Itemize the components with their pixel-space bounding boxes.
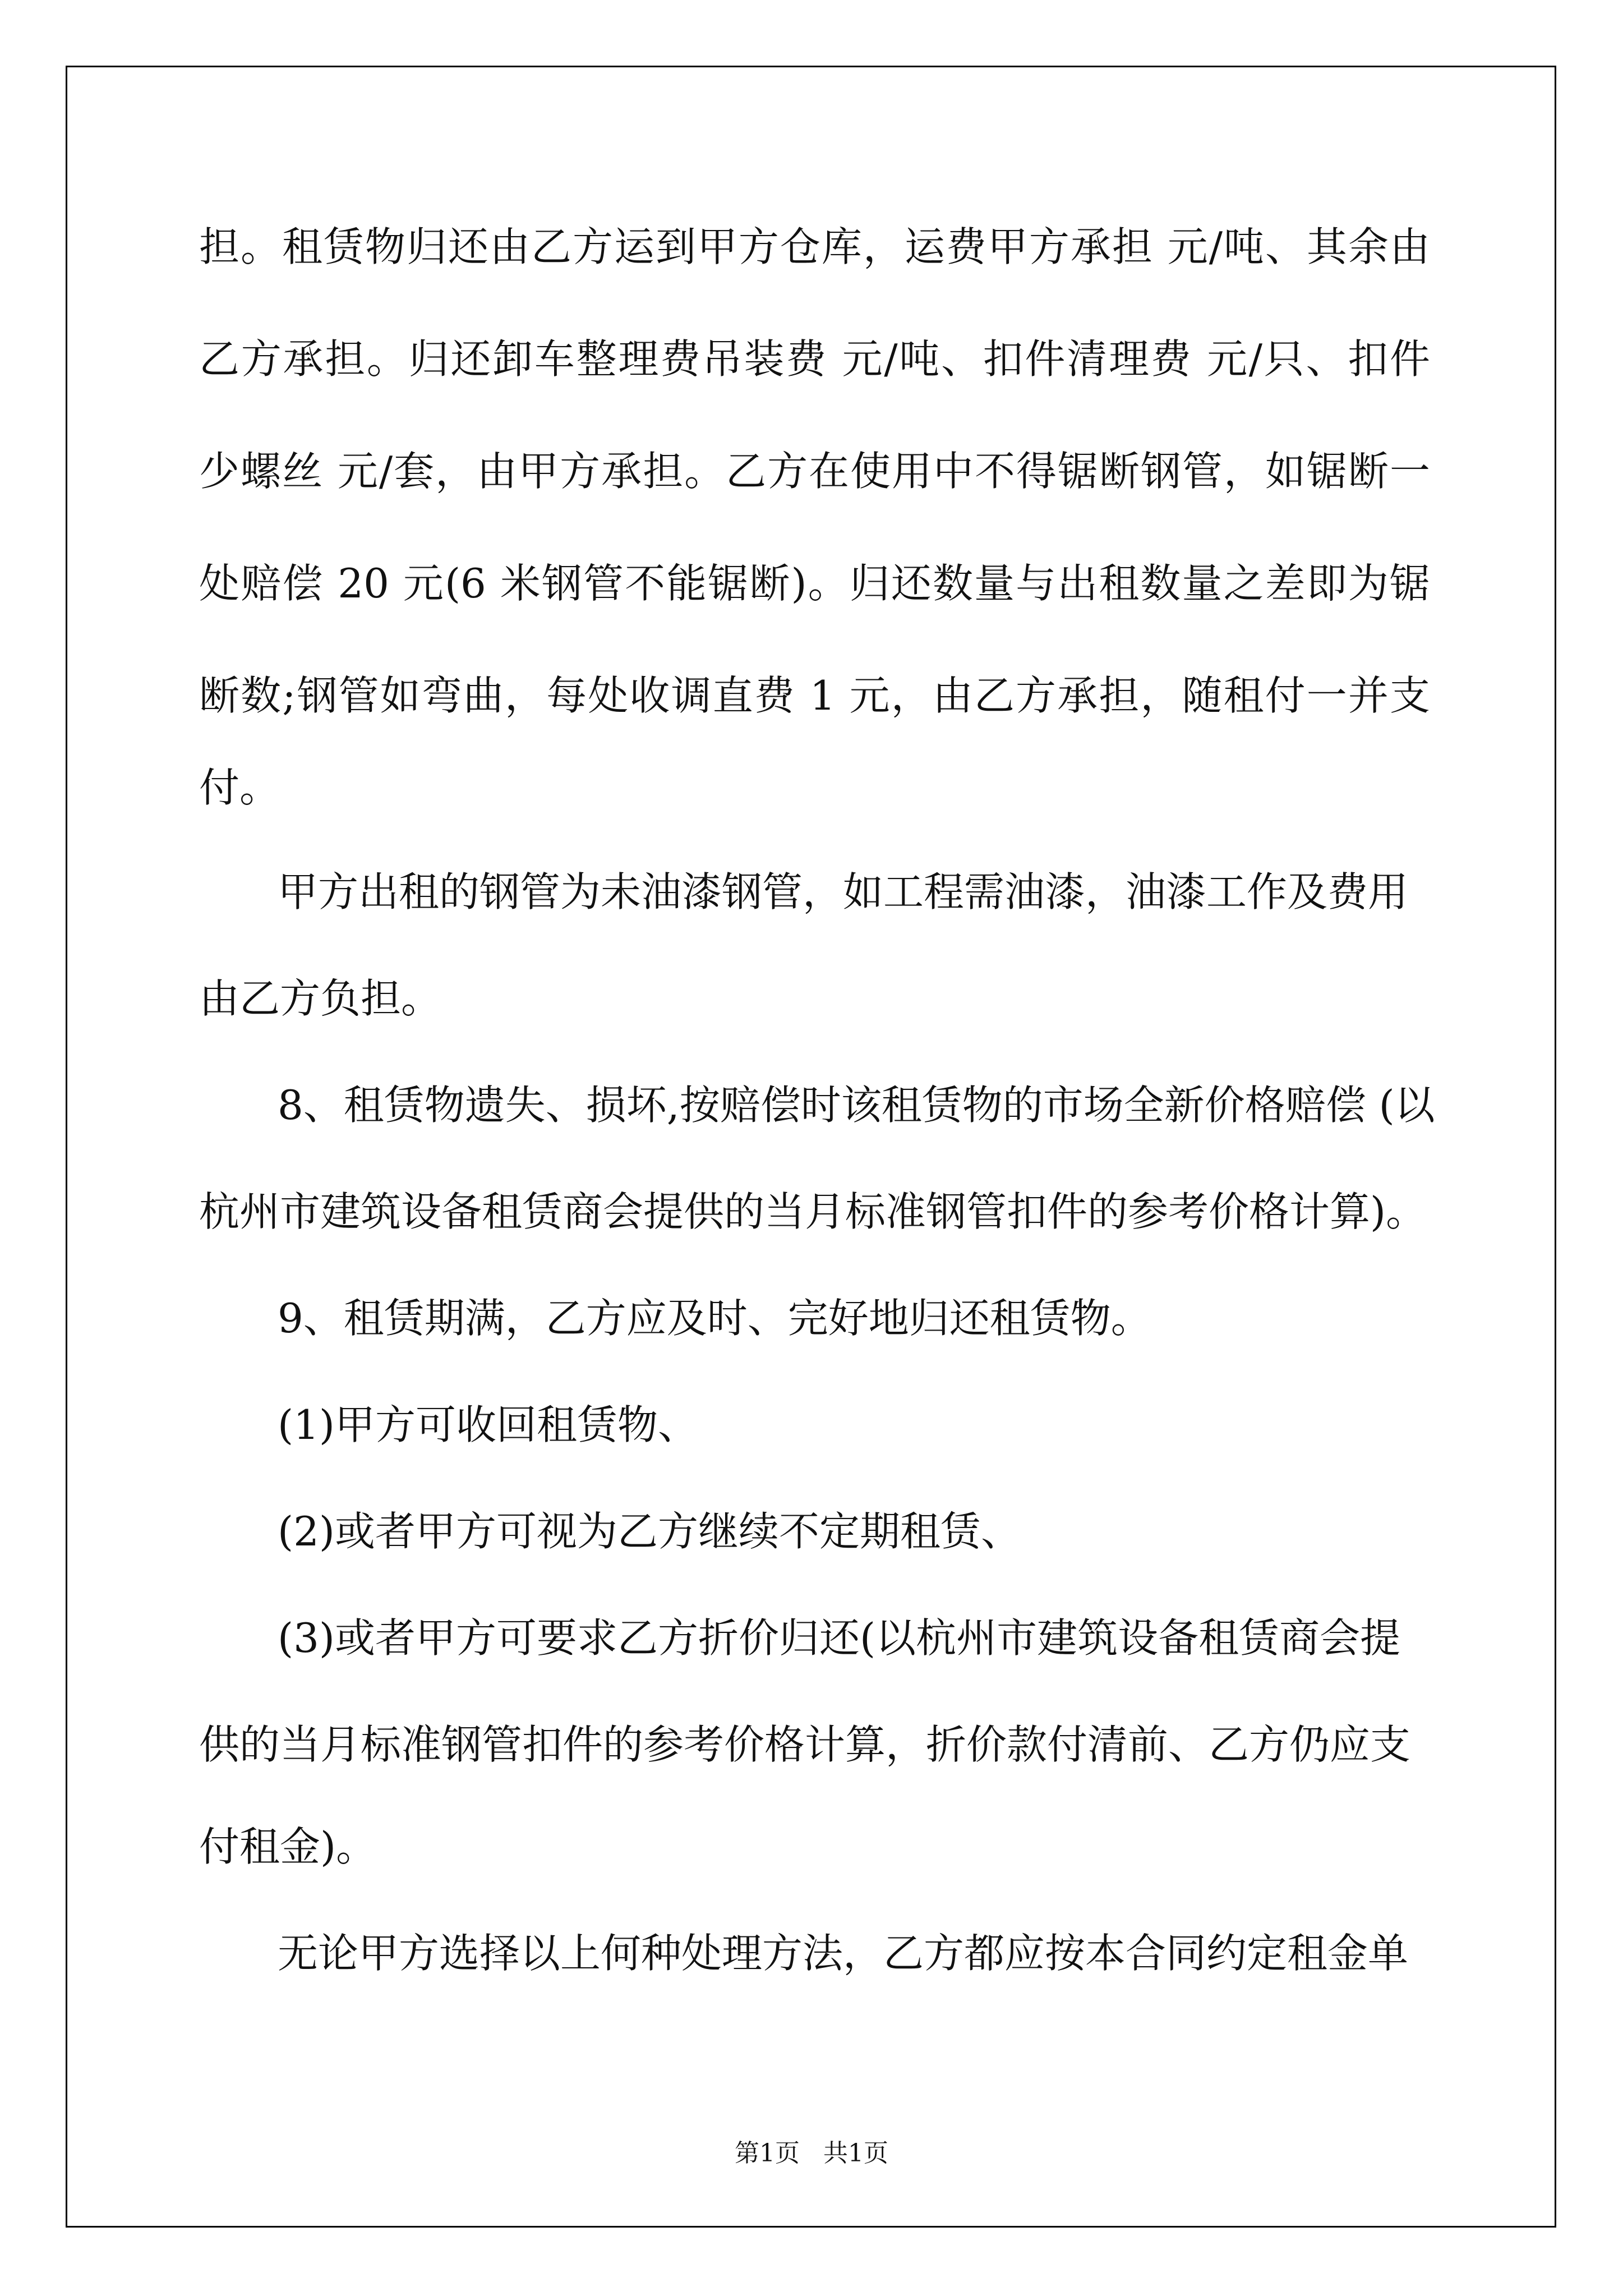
list-item: (1)甲方可收回租赁物、: [278, 1401, 698, 1448]
page-footer: 第1页 共1页: [735, 2139, 888, 2168]
list-item: (2)或者甲方可视为乙方继续不定期租赁、: [278, 1508, 1021, 1555]
list-item: (3)或者甲方可要求乙方折价归还(以杭州市建筑设备租赁商会提: [278, 1614, 1401, 1662]
text-line: 付租金)。: [199, 1823, 377, 1870]
text-line: 供的当月标准钢管扣件的参考价格计算，折价款付清前、乙方仍应支: [199, 1721, 1411, 1768]
paragraph-start: 9、租赁期满，乙方应及时、完好地归还租赁物。: [278, 1295, 1151, 1342]
paragraph-start: 甲方出租的钢管为未油漆钢管，如工程需油漆，油漆工作及费用: [278, 868, 1409, 915]
text-line: 付。: [199, 764, 280, 811]
text-line: 少螺丝 元/套，由甲方承担。乙方在使用中不得锯断钢管，如锯断一: [199, 448, 1430, 495]
paragraph-start: 无论甲方选择以上何种处理方法，乙方都应按本合同约定租金单: [278, 1930, 1409, 1977]
paragraph-start: 8、租赁物遗失、损坏,按赔偿时该租赁物的市场全新价格赔偿 (以: [278, 1082, 1435, 1129]
text-line: 杭州市建筑设备租赁商会提供的当月标准钢管扣件的参考价格计算)。: [199, 1188, 1427, 1235]
text-line: 处赔偿 20 元(6 米钢管不能锯断)。归还数量与出租数量之差即为锯: [199, 560, 1430, 607]
text-line: 乙方承担。归还卸车整理费吊装费 元/吨、扣件清理费 元/只、扣件: [199, 335, 1430, 383]
text-line: 断数;钢管如弯曲，每处收调直费 1 元，由乙方承担，随租付一并支: [199, 672, 1430, 719]
text-line: 由乙方负担。: [199, 975, 442, 1022]
page-border: [66, 66, 1556, 2228]
text-line: 担。租赁物归还由乙方运到甲方仓库，运费甲方承担 元/吨、其余由: [199, 223, 1430, 270]
